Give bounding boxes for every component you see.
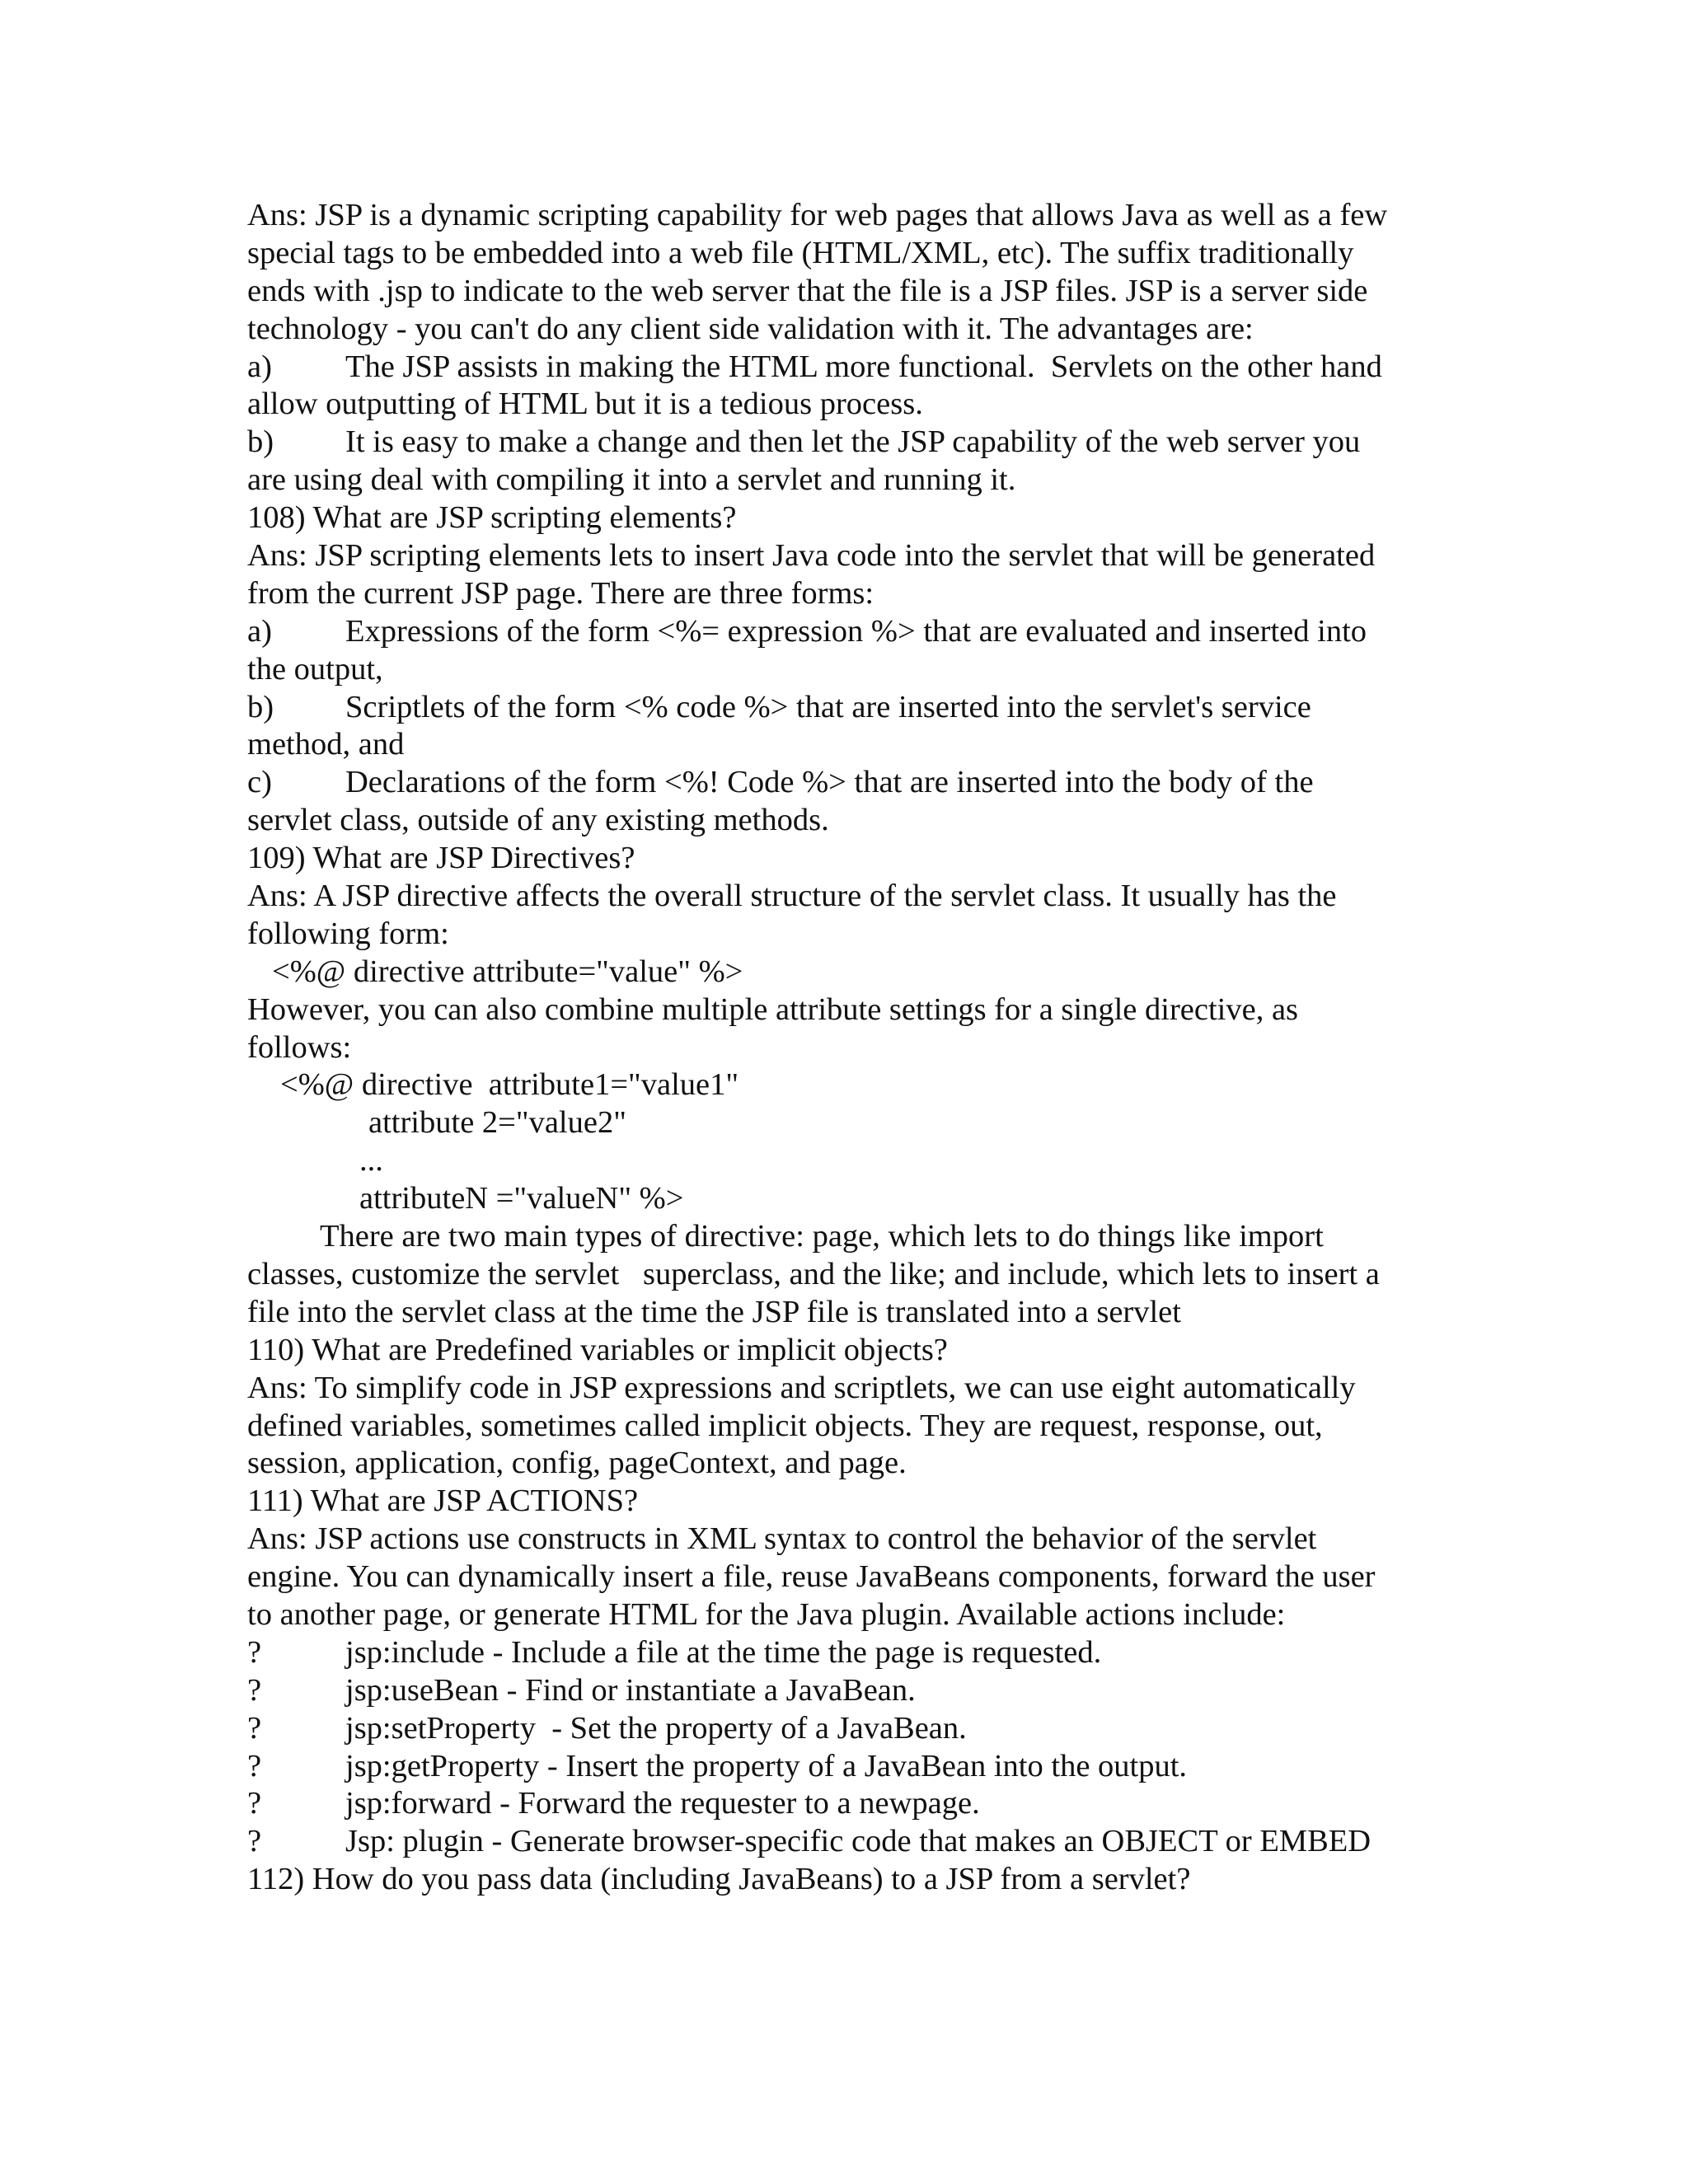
line-text: Ans: JSP actions use constructs in XML syntax to control the behavior of the servlet (247, 1521, 1317, 1557)
line-text: Ans: JSP scripting elements lets to insert Java code into the servlet that will be generated (247, 538, 1376, 574)
line-text: follows: (247, 1029, 352, 1065)
text-line (247, 1408, 1451, 1446)
line-text: 108) What are JSP scripting elements? (247, 500, 737, 536)
list-marker: ? (247, 1786, 262, 1821)
list-marker: a) (247, 349, 272, 384)
line-text: Ans: A JSP directive affects the overall structure of the servlet class. It usually has the (247, 879, 1337, 914)
line-text: The JSP assists in making the HTML more functional. Servlets on the other hand (345, 349, 1382, 384)
text-line (247, 537, 1451, 575)
line-text: Scriptlets of the form <% code %> that are inserted into the servlet's service (345, 689, 1311, 724)
line-text: Ans: To simplify code in JSP expressions and scriptlets, we can use eight automatically (247, 1370, 1356, 1405)
line-text: engine. You can dynamically insert a file, reuse JavaBeans components, forward the user (247, 1559, 1376, 1595)
text-line (247, 1256, 1451, 1294)
line-text: Declarations of the form <%! Code %> that are inserted into the body of the (345, 765, 1314, 800)
text-line (247, 462, 1451, 499)
text-line (247, 1445, 1451, 1483)
line-text: ... (359, 1143, 383, 1179)
text-line (247, 878, 1451, 916)
line-text: servlet class, outside of any existing methods. (247, 803, 829, 838)
list-marker: b) (247, 424, 274, 460)
line-text: jsp:forward - Forward the requester to a newpage. (345, 1786, 980, 1821)
text-line (247, 1370, 1451, 1408)
line-text: 112) How do you pass data (including JavaBeans) to a JSP from a servlet? (247, 1862, 1191, 1897)
text-line (247, 1294, 1451, 1332)
line-text: the output, (247, 651, 383, 687)
line-text: ends with .jsp to indicate to the web server that the file is a JSP files. JSP is a server side (247, 273, 1368, 308)
text-line (247, 499, 1451, 537)
text-line (247, 802, 1451, 840)
list-item (247, 1748, 1451, 1786)
text-line (247, 311, 1451, 349)
line-text: jsp:include - Include a file at the time the page is requested. (345, 1634, 1102, 1670)
line-text: session, application, config, pageContext, and page. (247, 1446, 907, 1481)
line-text: are using deal with compiling it into a servlet and running it. (247, 462, 1016, 498)
line-text: file into the servlet class at the time the JSP file is translated into a servlet (247, 1294, 1181, 1329)
line-text: attribute 2="value2" (368, 1105, 626, 1141)
line-text: allow outputting of HTML but it is a tedious process. (247, 387, 923, 422)
text-line (247, 1861, 1451, 1899)
code-line (247, 1142, 1451, 1180)
line-text: defined variables, sometimes called implicit objects. They are request, response, out, (247, 1408, 1323, 1443)
list-item (247, 1710, 1451, 1748)
text-line (247, 1029, 1451, 1067)
line-text: jsp:setProperty - Set the property of a JavaBean. (345, 1710, 967, 1746)
line-text: However, you can also combine multiple attribute settings for a single directive, as (247, 991, 1299, 1027)
list-marker: ? (247, 1634, 262, 1670)
text-line (247, 1558, 1451, 1596)
list-item (247, 1823, 1451, 1861)
line-text: attributeN ="valueN" %> (359, 1181, 684, 1216)
list-item (247, 1634, 1451, 1672)
code-line (247, 1218, 1451, 1256)
code-line (247, 954, 1451, 991)
line-text: Jsp: plugin - Generate browser-specific code that makes an OBJECT or EMBED (345, 1824, 1372, 1859)
list-item (247, 349, 1451, 387)
line-text: 110) What are Predefined variables or implicit objects? (247, 1332, 948, 1367)
line-text: Expressions of the form <%= expression %> that are evaluated and inserted into (345, 613, 1367, 649)
list-marker: c) (247, 765, 272, 800)
text-line (247, 726, 1451, 764)
list-marker: ? (247, 1672, 262, 1708)
text-line (247, 273, 1451, 311)
list-item (247, 689, 1451, 727)
list-item (247, 424, 1451, 462)
text-line (247, 1521, 1451, 1558)
text-line (247, 651, 1451, 689)
line-text: technology - you can't do any client side validation with it. The advantages are: (247, 311, 1254, 346)
list-marker: ? (247, 1824, 262, 1859)
list-marker: b) (247, 689, 274, 724)
text-line (247, 1483, 1451, 1521)
line-text: jsp:useBean - Find or instantiate a JavaBean. (345, 1672, 916, 1708)
list-marker: a) (247, 613, 272, 649)
line-text: jsp:getProperty - Insert the property of a JavaBean into the output. (345, 1748, 1188, 1783)
line-text: It is easy to make a change and then let the JSP capability of the web server you (345, 424, 1361, 460)
line-text: Ans: JSP is a dynamic scripting capability for web pages that allows Java as well as a few (247, 198, 1388, 232)
line-text: to another page, or generate HTML for the Java plugin. Available actions include: (247, 1596, 1286, 1632)
text-line (247, 235, 1451, 273)
line-text: 109) What are JSP Directives? (247, 841, 635, 876)
list-item (247, 1672, 1451, 1710)
text-line (247, 1332, 1451, 1370)
code-line (247, 1180, 1451, 1218)
text-line (247, 197, 1451, 235)
document-page (247, 197, 1451, 1899)
list-item (247, 1785, 1451, 1823)
code-line (247, 1104, 1451, 1142)
line-text: method, and (247, 727, 405, 762)
text-line (247, 991, 1451, 1029)
text-line (247, 386, 1451, 424)
line-text: classes, customize the servlet superclass, and the like; and include, which lets to insert a (247, 1256, 1380, 1291)
text-line (247, 916, 1451, 954)
line-text: There are two main types of directive: page, which lets to do things like import (320, 1219, 1324, 1254)
list-item (247, 613, 1451, 651)
code-line (247, 1066, 1451, 1104)
line-text: following form: (247, 916, 449, 951)
text-line (247, 1596, 1451, 1634)
text-line (247, 840, 1451, 878)
text-line (247, 575, 1451, 613)
line-text: from the current JSP page. There are three forms: (247, 575, 874, 611)
line-text: <%@ directive attribute1="value1" (280, 1067, 739, 1103)
line-text: special tags to be embedded into a web file (HTML/XML, etc). The suffix traditionally (247, 235, 1354, 270)
list-marker: ? (247, 1748, 262, 1783)
line-text: <%@ directive attribute="value" %> (272, 954, 743, 989)
list-item (247, 764, 1451, 802)
list-marker: ? (247, 1710, 262, 1746)
line-text: 111) What are JSP ACTIONS? (247, 1483, 639, 1519)
